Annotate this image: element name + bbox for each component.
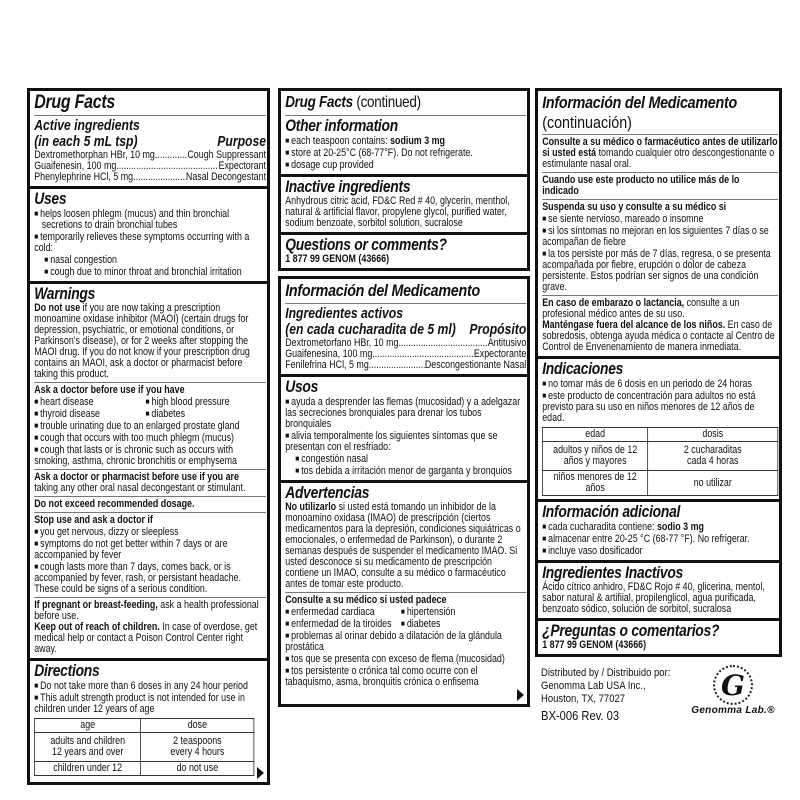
- active-ingredients-section: [30, 91, 267, 186]
- ingredientes-sub: (en cada cucharadita de 5 ml): [285, 322, 456, 338]
- ingredient-name: Guaifenesin, 100 mg: [34, 160, 117, 172]
- consulte-label: Consulte a su médico o farmacéutico antes de utilizarlo si usted está: [542, 136, 778, 159]
- pregnant-text: ask a health professional before use.: [34, 599, 259, 622]
- informacion-continuacion-panel: [535, 88, 782, 657]
- no-utilizar: [285, 502, 526, 590]
- panel-title: [285, 93, 526, 116]
- genomma-lab-logo: [683, 665, 783, 716]
- use-item: ■ helps loosen phlegm (mucus) and thin bronchial secretions to drain bronchial tubes: [34, 208, 266, 231]
- other-info-heading: Other information: [285, 117, 398, 135]
- table-cell: 2 cucharaditas cada 4 horas: [648, 442, 778, 471]
- table-cell: niños menores de 12 años: [543, 471, 648, 496]
- condition-item: ■ cough that occurs with too much phlegm (mucus): [34, 432, 266, 444]
- warnings-section: [30, 284, 267, 658]
- phone-number[interactable]: 1 877 99 GENOM (43666): [542, 639, 647, 651]
- usos-heading: Usos: [285, 378, 319, 396]
- dosis-table: [542, 427, 778, 496]
- inactivos-heading: Ingredientes Inactivos: [542, 564, 684, 582]
- direction-item: ■ Do not take more than 6 doses in any 24 hour period: [34, 680, 266, 692]
- directions-heading: Directions: [34, 662, 100, 680]
- distributor-info: [541, 667, 687, 722]
- company-name: Genomma Lab USA Inc.,: [541, 680, 646, 692]
- ingredient-purpose: Cough Suppressant: [187, 149, 267, 161]
- stop-item: ■ you get nervous, dizzy or sleepless: [34, 526, 266, 538]
- condition-item: ■ high blood pressure: [145, 396, 256, 408]
- ask-pharmacist-heading: Ask a doctor or pharmacist before use if you are: [34, 471, 239, 483]
- other-item: [285, 135, 526, 147]
- uso-item: ■ ayuda a desprender las flemas (mucosidad) y a adelgazar las secreciones bronquiales para drenar los tubos bronquiales: [285, 396, 526, 430]
- other-item: ■ dosage cup provided: [285, 159, 526, 171]
- phone-number[interactable]: 1 877 99 GENOM (43666): [285, 253, 390, 265]
- uso-item: ■ alivia temporalmente los siguientes síntomas que se presentan con el resfriado:: [285, 430, 526, 453]
- adicional-heading: Información adicional: [542, 503, 681, 521]
- consulte-heading: Consulte a su médico si usted padece: [285, 594, 447, 606]
- no-utilizar-text: si usted está tomando un inhibidor de la monoamino oxidasa (IMAO) de prescripción (ciertos medicamentos para la depresión, condiciones siquiátricas o emocionales, o enfermedad de Parkinson), o durante 2 semanas después de suspender el medicamento IMAO. Si usted desconoce si su medicamento de prescripción contiene un IMAO, consulte a su médico o farmacéutico antes de tomar este producto.: [285, 501, 521, 590]
- adicional-item: ■ incluye vaso dosificador: [542, 545, 778, 557]
- inactivos-text: Ácido cítrico anhidro, FD&C Rojo # 40, glicerina, mentol, sabor natural & artifiial, propilenglicol, agua purificada, benzoato sódico, solución de sorbitol, sucralosa: [542, 581, 765, 615]
- condition-item: ■ tos persistente o crónica tal como ocurre con el tabaquismo, asma, bronquitis crónica o enfisema: [285, 665, 526, 688]
- adicional-item: [542, 521, 778, 533]
- condition-item: ■ enfermedad de la tiroides: [285, 618, 401, 630]
- mantengase-warning: [542, 320, 778, 353]
- ingredientes-activos-section: [281, 279, 527, 374]
- ingredient-name: Dextromethorphan HBr, 10 mg: [34, 149, 155, 161]
- stop-item: ■ symptoms do not get better within 7 days or are accompanied by fever: [34, 538, 266, 561]
- panel-title: [542, 93, 778, 135]
- inactive-text: Anhydrous citric acid, FD&C Red # 40, glycerin, menthol, natural & artificial flavor, propylene glycol, purified water, sodium benzoate, sorbitol solution, sucralose: [285, 195, 510, 229]
- footer: [535, 665, 782, 725]
- suspenda-item: ■ si los síntomas no mejoran en los siguientes 7 días o se acompañan de fiebre: [542, 225, 778, 248]
- title-suffix: (continuación): [542, 113, 632, 132]
- keep-out-label: Keep out of reach of children.: [34, 621, 160, 633]
- table-cell: 2 teaspoons every 4 hours: [141, 733, 254, 762]
- indicacion-item: ■ no tomar más de 6 dosis en un periodo de 24 horas: [542, 378, 778, 390]
- do-not-exceed: Do not exceed recommended dosage.: [34, 498, 195, 510]
- adicional-item-bold: sodio 3 mg: [656, 521, 704, 533]
- table-cell: no utilizar: [648, 471, 778, 496]
- keep-out-text: In case of overdose, get medical help or contact a Poison Control Center right away.: [34, 621, 258, 655]
- no-utilizar-label: No utilizarlo: [285, 501, 337, 513]
- uses-heading: Uses: [34, 190, 67, 208]
- embarazo-text: consulte a un profesional médico antes de su uso.: [542, 297, 740, 320]
- active-ingredients-heading: Active ingredients: [34, 118, 140, 134]
- mantengase-label: Manténgase fuera del alcance de los niños.: [542, 319, 726, 331]
- active-sub: (in each 5 mL tsp): [34, 134, 138, 150]
- ingredient-purpose: Descongestionante Nasal: [424, 359, 527, 371]
- keep-out-warning: [34, 622, 266, 655]
- do-not-use-text: if you are now taking a prescription monoamine oxidase inhibitor (MAOI) (certain drugs for depression, psychiatric, or emotional conditions, or Parkinson's disease), or for 2 weeks after stopping the MAOI drug. If you do not know if your prescription drug contains an MAOI, ask a doctor or pharmacist before taking this product.: [34, 302, 250, 380]
- genomma-g-icon: G: [713, 665, 753, 705]
- panel-title: Información del Medicamento: [285, 281, 526, 304]
- ingredientes-inactivos-section: [538, 563, 779, 618]
- ingredient-name: Phenylephrine HCl, 5 mg: [34, 171, 134, 183]
- suspenda-heading: Suspenda su uso y consulte a su médico si: [542, 201, 727, 213]
- stop-item: ■ cough lasts more than 7 days, comes back, or is accompanied by fever, rash, or persistant headache. These could be signs of a serious condition.: [34, 561, 266, 595]
- adicional-item-text: cada cucharadita contiene:: [548, 521, 657, 533]
- ask-doctor-heading: Ask a doctor before use if you have: [34, 384, 185, 396]
- cuando-use: Cuando use este producto no utilice más de lo indicado: [542, 174, 740, 197]
- condition-item: ■ thyroid disease: [34, 408, 145, 420]
- title-text: Información del Medicamento: [542, 93, 737, 112]
- continue-arrow-icon: [517, 689, 524, 701]
- uso-subitem: ■ congestión nasal: [285, 453, 526, 465]
- ingredient-purpose: Antitusivo: [487, 337, 527, 349]
- table-header: age: [35, 719, 141, 733]
- distributed-by: Distributed by / Distribuido por:: [541, 667, 671, 679]
- ingredient-name: Guaifenesina, 100 mg: [285, 348, 373, 360]
- ingredient-purpose: Expectorant: [218, 160, 267, 172]
- purpose-label: Purpose: [217, 134, 267, 150]
- revision-code: BX-006 Rev. 03: [541, 708, 620, 723]
- suspenda-item: ■ se siente nervioso, mareado o insomne: [542, 213, 778, 225]
- advertencias-continued-section: [538, 91, 779, 356]
- title-text: Drug Facts: [285, 94, 353, 111]
- ingredient-row: [285, 360, 526, 371]
- ask-pharmacist-text: taking any other oral nasal decongestant or stimulant.: [34, 482, 246, 494]
- stop-use-heading: Stop use and ask a doctor if: [34, 514, 153, 526]
- table-cell: children under 12: [35, 762, 141, 776]
- condition-item: ■ diabetes: [401, 618, 517, 630]
- inactive-heading: Inactive ingredients: [285, 178, 411, 196]
- other-information-section: [281, 91, 527, 174]
- ingredient-row: [34, 172, 266, 183]
- direction-item: ■ This adult strength product is not intended for use in children under 12 years of age: [34, 692, 266, 715]
- ingredient-name: Fenilefrina HCl, 5 mg: [285, 359, 369, 371]
- do-not-use: [34, 303, 266, 380]
- table-cell: adultos y niños de 12 años y mayores: [543, 442, 648, 471]
- panel-title: Drug Facts: [34, 93, 266, 116]
- drug-facts-continued-panel: [278, 88, 530, 271]
- condition-item: ■ problemas al orinar debido a dilatación de la glándula prostática: [285, 630, 526, 653]
- dosage-table: [34, 718, 254, 776]
- indicacion-item: ■ este producto de concentración para adultos no está previsto para su uso en niños menores de 12 años de edad.: [542, 390, 778, 424]
- condition-item: ■ tos que se presenta con exceso de flema (mucosidad): [285, 653, 526, 665]
- use-item: ■ temporarily relieves these symptoms occurring with a cold:: [34, 231, 266, 254]
- suspenda-item: ■ la tos persiste por más de 7 días, regresa, o se presenta acompañada por fiebre, erupción o dolor de cabeza persistente. Estos podrían ser signos de una condición grave.: [542, 248, 778, 293]
- uso-subitem: ■ tos debida a irritación menor de garganta y bronquios: [285, 465, 526, 477]
- condition-item: ■ hipertensión: [401, 606, 517, 618]
- do-not-use-label: Do not use: [34, 302, 81, 314]
- condition-item: ■ heart disease: [34, 396, 145, 408]
- proposito-label: Propósito: [469, 322, 527, 338]
- table-cell: adults and children 12 years and over: [35, 733, 141, 762]
- uses-section: [30, 189, 267, 281]
- adicional-item: ■ almacenar entre 20-25 °C (68-77 °F). No refrigerar.: [542, 533, 778, 545]
- questions-section: [281, 235, 527, 268]
- directions-section: [30, 661, 267, 782]
- condition-item: ■ enfermedad cardiaca: [285, 606, 401, 618]
- ingredient-name: Dextrometorfano HBr, 10 mg: [285, 337, 399, 349]
- use-subitem: ■ cough due to minor throat and bronchial irritation: [34, 266, 266, 278]
- consulte-text: tomando cualquier otro descongestionante o estimulante nasal oral.: [542, 147, 775, 170]
- logo-text: Genomma Lab.®: [691, 705, 775, 716]
- informacion-adicional-section: [538, 502, 779, 560]
- ingredient-purpose: Nasal Decongestant: [185, 171, 267, 183]
- condition-item: ■ trouble urinating due to an enlarged prostate gland: [34, 420, 266, 432]
- consulte-farmaceutico: [542, 137, 778, 170]
- preguntas-section: [538, 621, 779, 654]
- table-header: dose: [141, 719, 254, 733]
- other-item-text: each teaspoon contains:: [291, 135, 391, 147]
- mantengase-text: En caso de sobredosis, obtenga ayuda médica o contacte al Centro de Control de Envenenamiento de manera inmediata.: [542, 319, 775, 353]
- preguntas-heading: ¿Preguntas o comentarios?: [542, 622, 720, 640]
- informacion-panel: [278, 276, 530, 707]
- use-subitem: ■ nasal congestion: [34, 254, 266, 266]
- advertencias-section: [281, 483, 527, 704]
- table-cell: do not use: [141, 762, 254, 776]
- warnings-heading: Warnings: [34, 285, 96, 303]
- column-3: [535, 88, 782, 725]
- pregnant-warning: [34, 600, 266, 622]
- ingredientes-heading: Ingredientes activos: [285, 306, 403, 322]
- inactive-ingredients-section: [281, 177, 527, 232]
- questions-heading: Questions or comments?: [285, 236, 447, 254]
- ingredient-purpose: Expectorante: [473, 348, 527, 360]
- condition-item: ■ cough that lasts or is chronic such as occurs with smoking, asthma, chronic bronchitis or emphysema: [34, 444, 266, 467]
- other-item-bold: sodium 3 mg: [390, 135, 445, 147]
- usos-section: [281, 377, 527, 480]
- condition-item: ■ diabetes: [145, 408, 256, 420]
- table-header: dosis: [648, 428, 778, 442]
- table-header: edad: [543, 428, 648, 442]
- title-suffix: (continued): [352, 94, 421, 111]
- embarazo-label: En caso de embarazo o lactancia,: [542, 297, 685, 309]
- advertencias-heading: Advertencias: [285, 484, 370, 502]
- company-address: Houston, TX, 77027: [541, 693, 625, 705]
- other-item: ■ store at 20-25°C (68-77°F). Do not refrigerate.: [285, 147, 526, 159]
- pregnant-label: If pregnant or breast-feeding,: [34, 599, 158, 611]
- indicaciones-heading: Indicaciones: [542, 360, 624, 378]
- indicaciones-section: [538, 359, 779, 499]
- embarazo-warning: [542, 298, 778, 320]
- drug-facts-panel: [27, 88, 270, 785]
- continue-arrow-icon: [257, 767, 264, 779]
